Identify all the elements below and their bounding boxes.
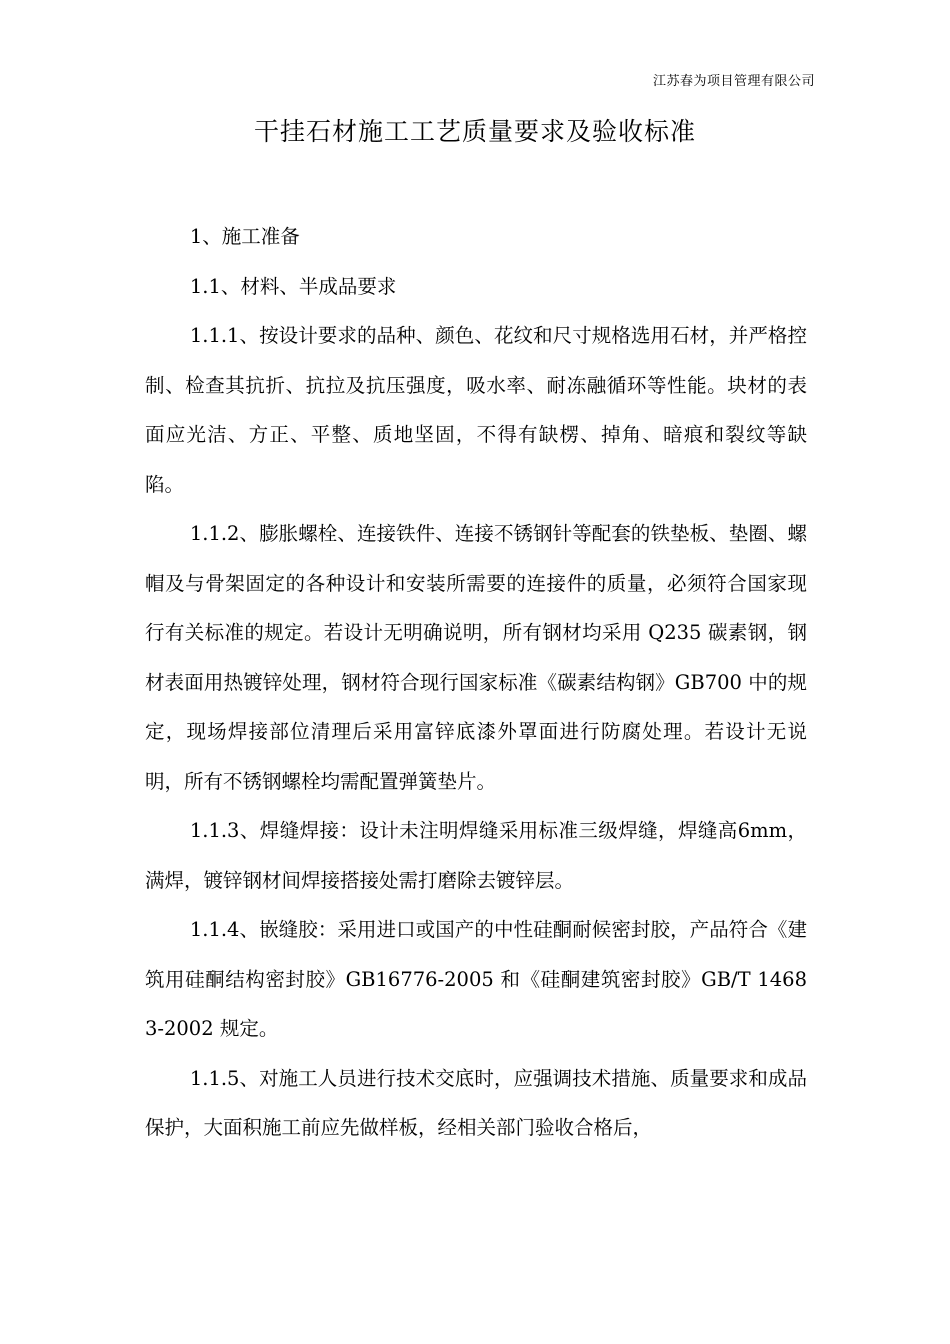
paragraph-1-1-2: 1.1.2、膨胀螺栓、连接铁件、连接不锈钢针等配套的铁垫板、垫圈、螺帽及与骨架固定的各种设计和安装所需要的连接件的质量，必须符合国家现行有关标准的规定。若设计无明确说明，所有钢材均采用 Q235 碳素钢，钢材表面用热镀锌处理，钢材符合现行国家标准《碳素结构钢》GB700 中的规定，现场焊接部位清理后采用富锌底漆外罩面进行防腐处理。若设计无说明，所有不锈钢螺栓均需配置弹簧垫片。 <box>145 522 807 793</box>
page-header-company: 江苏春为项目管理有限公司 <box>652 74 815 89</box>
subsection-heading: 1.1、材料、半成品要求 <box>189 274 397 298</box>
paragraph-1-1-3: 1.1.3、焊缝焊接：设计未注明焊缝采用标准三级焊缝，焊缝高6mm，满焊，镀锌钢材间焊接搭接处需打磨除去镀锌层。 <box>145 819 807 892</box>
paragraph-1-1-5: 1.1.5、对施工人员进行技术交底时，应强调技术措施、质量要求和成品保护，大面积施工前应先做样板，经相关部门验收合格后， <box>145 1066 807 1139</box>
document-title: 干挂石材施工工艺质量要求及验收标准 <box>253 117 696 146</box>
paragraph-1-1-4: 1.1.4、嵌缝胶：采用进口或国产的中性硅酮耐候密封胶，产品符合《建筑用硅酮结构密封胶》GB16776-2005 和《硅酮建筑密封胶》GB/T 14683-2002 规定。 <box>145 918 807 1040</box>
section-heading: 1、施工准备 <box>189 225 300 248</box>
document-body <box>145 212 807 1153</box>
paragraph-1-1-1: 1.1.1、按设计要求的品种、颜色、花纹和尺寸规格选用石材，并严格控制、检查其抗折、抗拉及抗压强度，吸水率、耐冻融循环等性能。块材的表面应光洁、方正、平整、质地坚固，不得有缺楞、掉角、暗痕和裂纹等缺陷。 <box>145 324 807 496</box>
